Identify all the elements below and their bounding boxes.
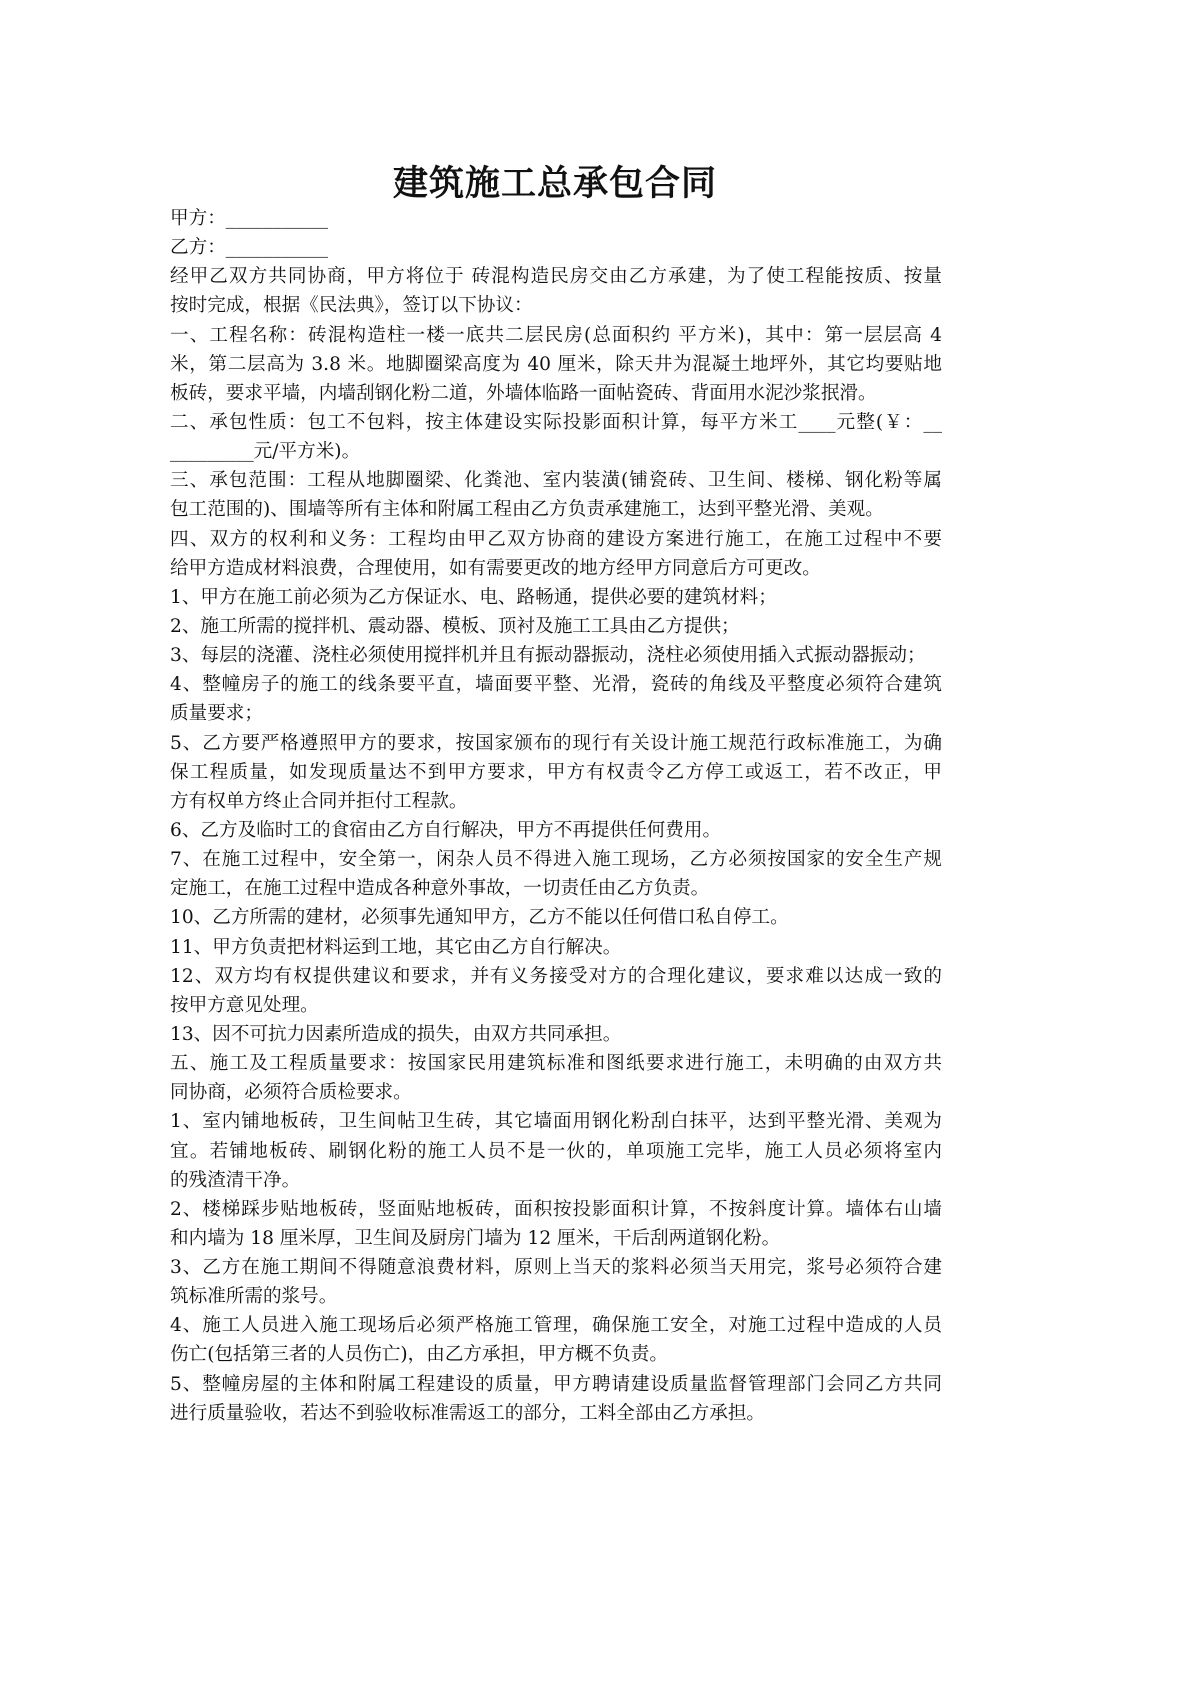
contract-paragraph — [170, 1049, 942, 1107]
contract-paragraph — [170, 845, 942, 903]
paragraph-line: 方有权单方终止合同并拒付工程款。 — [170, 790, 468, 812]
contract-paragraph — [170, 525, 942, 583]
paragraph-line: 1、室内铺地板砖，卫生间帖卫生砖，其它墙面用钢化粉刮白抹平，达到平整光滑、美观为 — [170, 1111, 942, 1133]
contract-paragraph — [170, 233, 942, 262]
paragraph-line: _________元/平方米)。 — [170, 441, 361, 463]
contract-paragraph — [170, 903, 942, 932]
paragraph-line: 宜。若铺地板砖、刷钢化粉的施工人员不是一伙的，单项施工完毕，施工人员必须将室内 — [170, 1140, 942, 1162]
contract-paragraph — [170, 262, 942, 320]
paragraph-line: 四、双方的权利和义务：工程均由甲乙双方协商的建设方案进行施工，在施工过程中不要 — [170, 528, 942, 550]
contract-paragraph — [170, 612, 942, 641]
paragraph-line: 五、施工及工程质量要求：按国家民用建筑标准和图纸要求进行施工，未明确的由双方共 — [170, 1053, 942, 1075]
contract-paragraph — [170, 1020, 942, 1049]
paragraph-line: 一、工程名称：砖混构造柱一楼一底共二层民房(总面积约 平方米)，其中：第一层层高 4 — [170, 324, 942, 346]
contract-paragraph — [170, 408, 942, 466]
paragraph-line: 质量要求； — [170, 703, 263, 725]
contract-paragraph — [170, 1370, 942, 1428]
paragraph-line: 甲方：___________ — [170, 208, 329, 229]
paragraph-line: 的残渣清干净。 — [170, 1169, 301, 1191]
paragraph-line: 定施工，在施工过程中造成各种意外事故，一切责任由乙方负责。 — [170, 878, 710, 900]
paragraph-line: 和内墙为 18 厘米厚，卫生间及厨房门墙为 12 厘米，干后刮两道钢化粉。 — [170, 1227, 781, 1249]
paragraph-line: 米，第二层高为 3.8 米。地脚圈梁高度为 40 厘米，除天井为混凝土地坪外，其它均要贴地 — [170, 353, 942, 375]
contract-paragraph — [170, 466, 942, 524]
contract-paragraph — [170, 1253, 942, 1311]
paragraph-line: 乙方：___________ — [170, 237, 329, 259]
document-title: 建筑施工总承包合同 — [392, 163, 717, 204]
paragraph-line: 经甲乙双方共同协商，甲方将位于 砖混构造民房交由乙方承建，为了使工程能按质、按量 — [170, 266, 942, 288]
contract-paragraph — [170, 1107, 942, 1194]
paragraph-line: 筑标准所需的浆号。 — [170, 1286, 338, 1308]
paragraph-line: 伤亡(包括第三者的人员伤亡)，由乙方承担，甲方概不负责。 — [170, 1344, 668, 1366]
contract-paragraph — [170, 670, 942, 728]
paragraph-line: 6、乙方及临时工的食宿由乙方自行解决，甲方不再提供任何费用。 — [170, 819, 722, 841]
paragraph-line: 4、整幢房子的施工的线条要平直，墙面要平整、光滑，瓷砖的角线及平整度必须符合建筑 — [170, 674, 942, 696]
paragraph-line: 按时完成，根据《民法典》，签订以下协议： — [170, 295, 533, 317]
contract-paragraph — [170, 729, 942, 816]
contract-paragraph — [170, 204, 942, 233]
paragraph-line: 按甲方意见处理。 — [170, 994, 319, 1016]
contract-paragraph — [170, 1195, 942, 1253]
paragraph-line: 进行质量验收，若达不到验收标准需返工的部分，工料全部由乙方承担。 — [170, 1402, 766, 1424]
paragraph-line: 板砖，要求平墙，内墙刮钢化粉二道，外墙体临路一面帖瓷砖、背面用水泥沙浆抿滑。 — [170, 382, 877, 404]
contract-paragraph — [170, 583, 942, 612]
paragraph-line: 给甲方造成材料浪费，合理使用，如有需要更改的地方经甲方同意后方可更改。 — [170, 557, 821, 579]
paragraph-line: 4、施工人员进入施工现场后必须严格施工管理，确保施工安全，对施工过程中造成的人员 — [170, 1315, 942, 1337]
paragraph-line: 1、甲方在施工前必须为乙方保证水、电、路畅通，提供必要的建筑材料； — [170, 586, 777, 608]
contract-paragraph — [170, 816, 942, 845]
contract-paragraph — [170, 641, 942, 670]
paragraph-line: 2、施工所需的搅拌机、震动器、模板、顶衬及施工工具由乙方提供； — [170, 615, 740, 637]
paragraph-line: 11、甲方负责把材料运到工地，其它由乙方自行解决。 — [170, 936, 622, 958]
paragraph-line: 7、在施工过程中，安全第一，闲杂人员不得进入施工现场，乙方必须按国家的安全生产规 — [170, 849, 942, 871]
paragraph-line: 5、乙方要严格遵照甲方的要求，按国家颁布的现行有关设计施工规范行政标准施工，为确 — [170, 732, 942, 754]
paragraph-line: 3、乙方在施工期间不得随意浪费材料，原则上当天的浆料必须当天用完，浆号必须符合建 — [170, 1257, 942, 1279]
paragraph-line: 包工范围的)、围墙等所有主体和附属工程由乙方负责承建施工，达到平整光滑、美观。 — [170, 499, 884, 521]
paragraph-line: 3、每层的浇灌、浇柱必须使用搅拌机并且有振动器振动，浇柱必须使用插入式振动器振动； — [170, 645, 926, 667]
contract-paragraph — [170, 321, 942, 408]
paragraph-line: 三、承包范围：工程从地脚圈梁、化粪池、室内装潢(铺瓷砖、卫生间、楼梯、钢化粉等属 — [170, 470, 942, 492]
contract-body — [170, 204, 942, 1428]
paragraph-line: 同协商，必须符合质检要求。 — [170, 1082, 412, 1104]
contract-paragraph — [170, 962, 942, 1020]
paragraph-line: 13、因不可抗力因素所造成的损失，由双方共同承担。 — [170, 1023, 622, 1045]
paragraph-line: 10、乙方所需的建材，必须事先通知甲方，乙方不能以任何借口私自停工。 — [170, 907, 789, 929]
paragraph-line: 2、楼梯踩步贴地板砖，竖面贴地板砖，面积按投影面积计算，不按斜度计算。墙体右山墙 — [170, 1198, 942, 1220]
paragraph-line: 保工程质量，如发现质量达不到甲方要求，甲方有权责令乙方停工或返工，若不改正，甲 — [170, 761, 942, 783]
contract-paragraph — [170, 933, 942, 962]
paragraph-line: 二、承包性质：包工不包料，按主体建设实际投影面积计算，每平方米工____元整(￥：__ — [170, 411, 942, 433]
paragraph-line: 5、整幢房屋的主体和附属工程建设的质量，甲方聘请建设质量监督管理部门会同乙方共同 — [170, 1373, 942, 1395]
paragraph-line: 12、双方均有权提供建议和要求，并有义务接受对方的合理化建议，要求难以达成一致的 — [170, 965, 942, 987]
contract-paragraph — [170, 1311, 942, 1369]
